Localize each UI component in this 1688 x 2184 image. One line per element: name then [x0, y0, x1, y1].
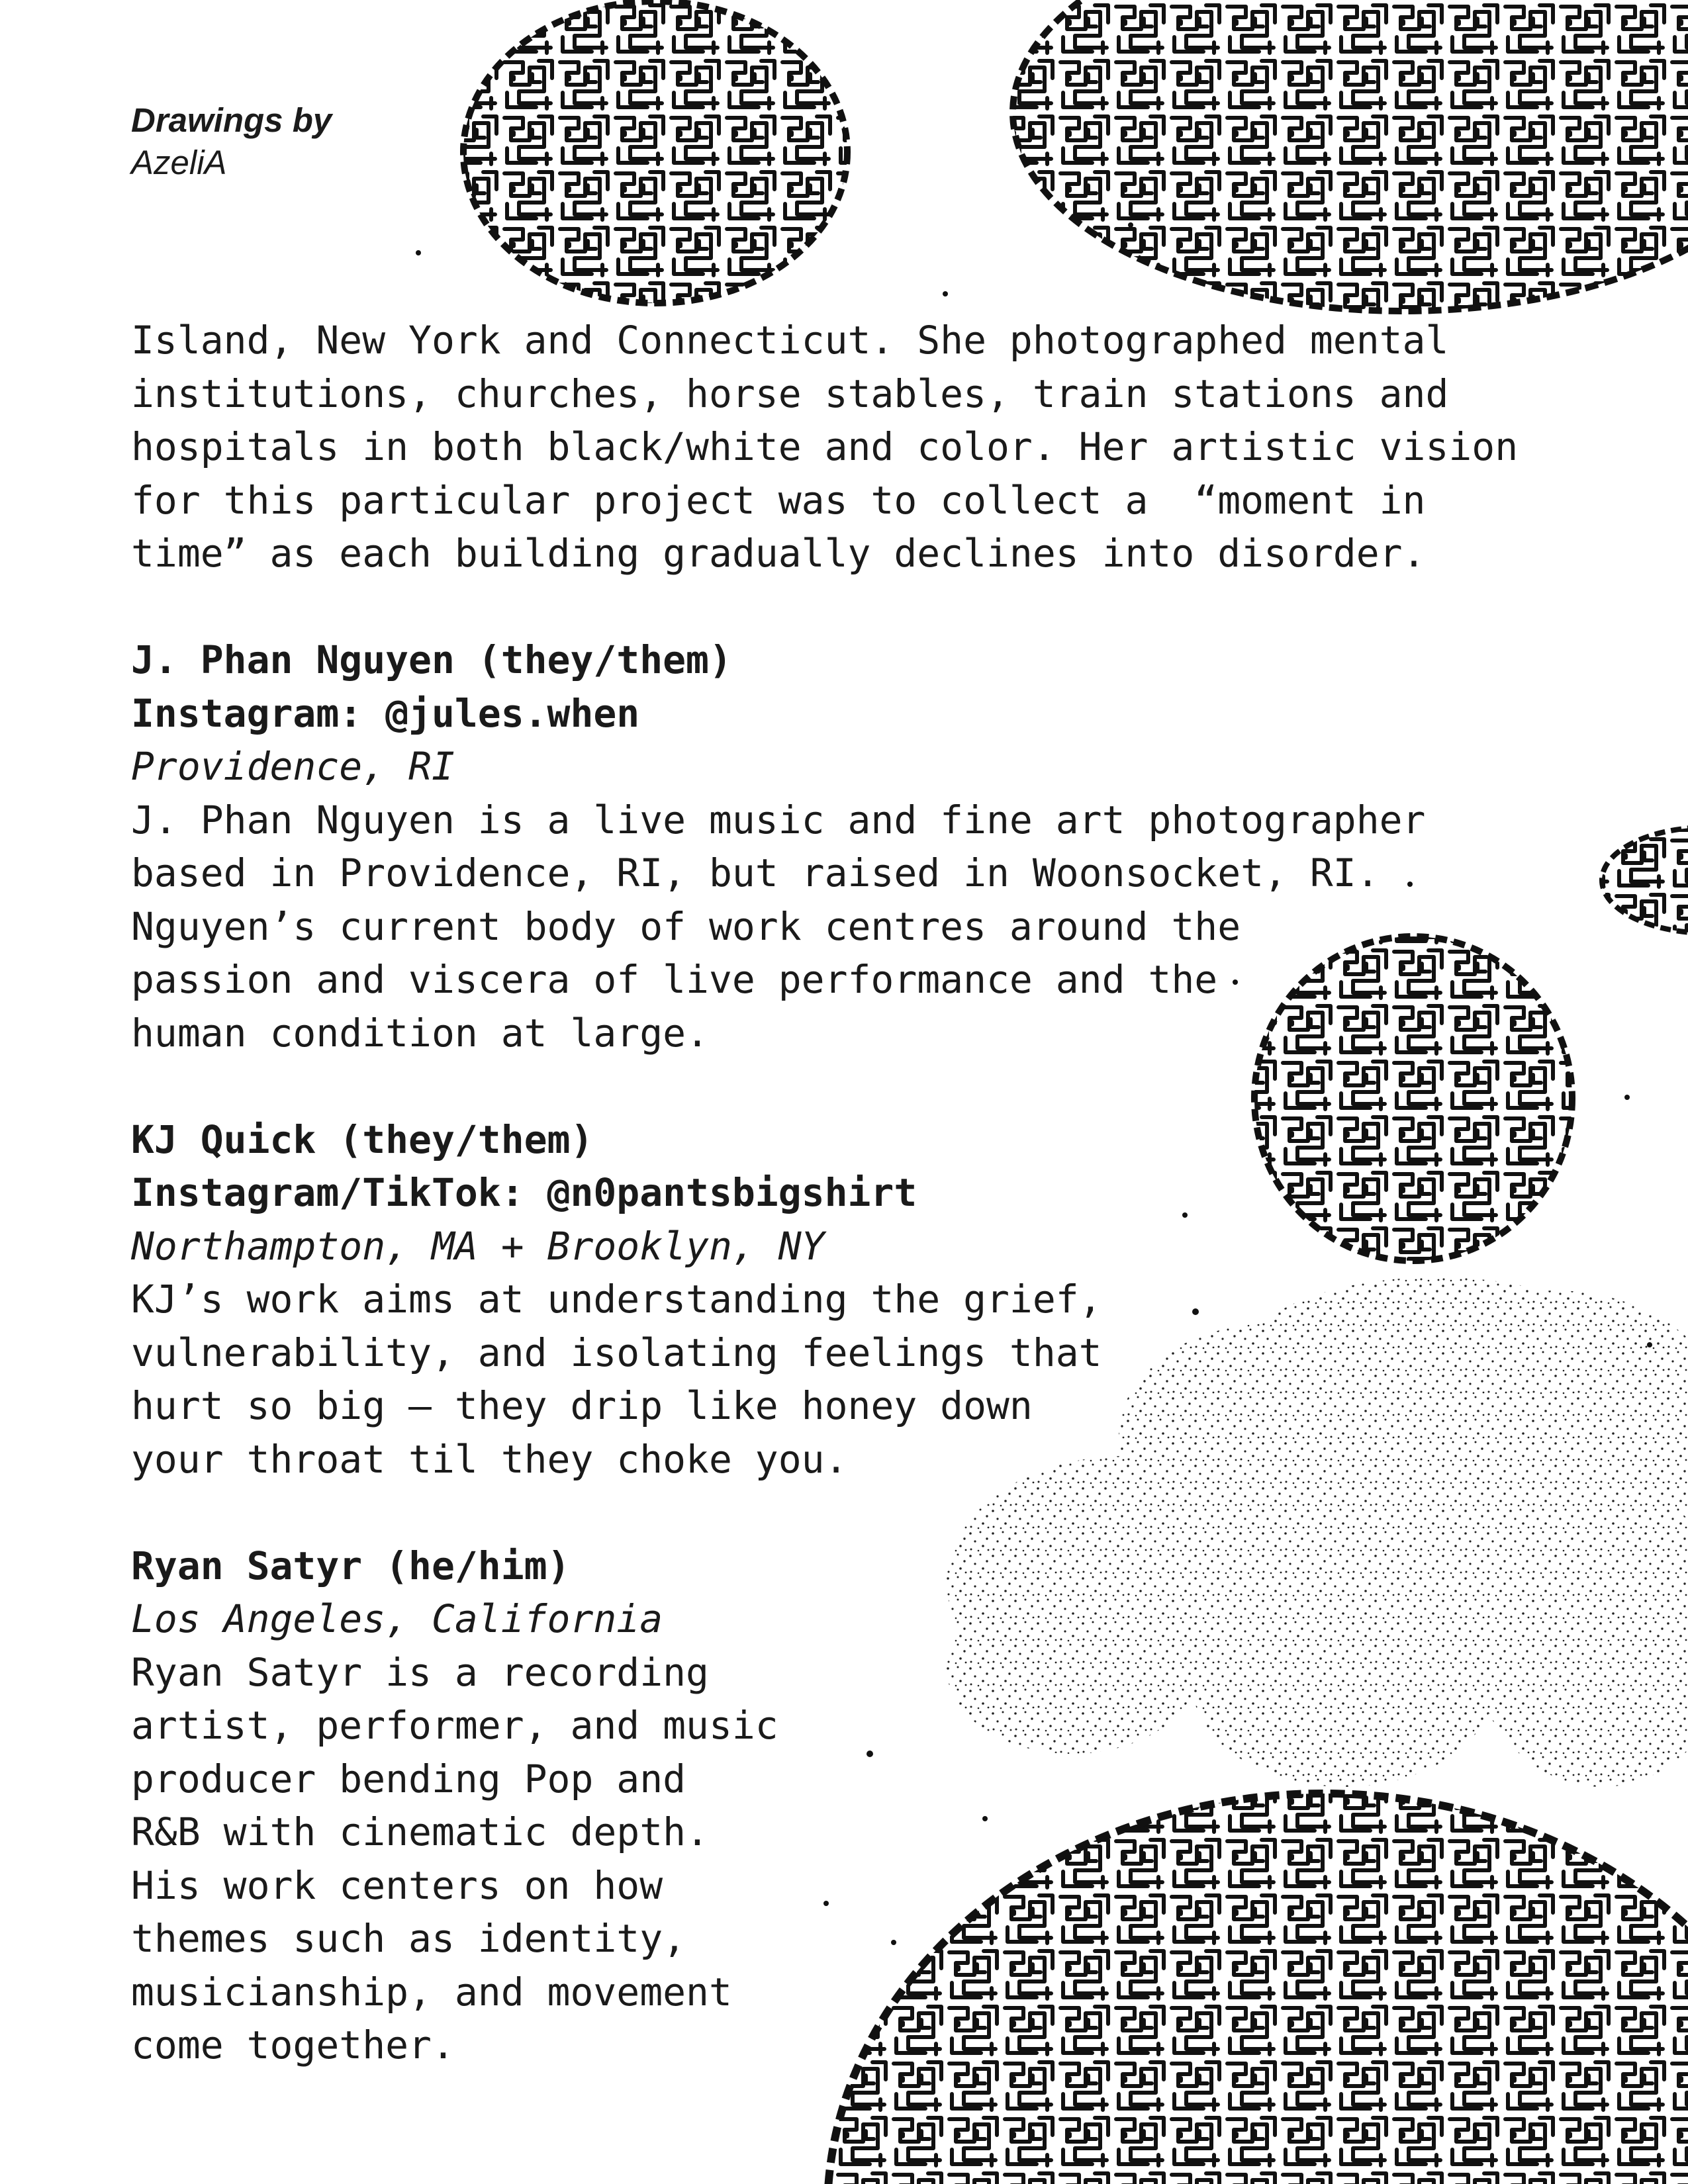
intro-line: institutions, churches, horse stables, train stations and — [131, 371, 1449, 416]
maze-circle-edge — [1602, 827, 1688, 933]
bio-text-line: passion and viscera of live performance and the — [131, 957, 1218, 1002]
bio-text-line: hurt so big — they drip like honey down — [131, 1383, 1033, 1428]
intro-line: time” as each building gradually declines into disorder. — [131, 531, 1426, 576]
maze-circle-top-left — [463, 1, 847, 303]
bio-location: Northampton, MA + Brooklyn, NY — [131, 1223, 825, 1269]
bio-name: KJ Quick (they/them) — [131, 1116, 594, 1162]
bio-text-line: producer bending Pop and — [131, 1756, 686, 1801]
bio-j-phan-nguyen — [131, 633, 1587, 1060]
bio-handle: Instagram: @jules.when — [131, 690, 640, 736]
bio-kj-quick — [131, 1113, 1587, 1486]
intro-line: for this particular project was to collect a “moment in — [131, 477, 1426, 523]
bio-text-line: themes such as identity, — [131, 1916, 686, 1961]
bio-text-line: J. Phan Nguyen is a live music and fine art photographer — [131, 797, 1426, 842]
bio-text-line: Ryan Satyr is a recording — [131, 1649, 709, 1695]
bio-text-line: His work centers on how — [131, 1862, 663, 1908]
drawings-credit-artist: AzeliA — [131, 144, 227, 181]
bio-text-line: Nguyen’s current body of work centres around the — [131, 903, 1241, 949]
drawings-credit-title: Drawings by — [131, 101, 332, 139]
bio-text-line: KJ’s work aims at understanding the grief, — [131, 1277, 1102, 1322]
bio-text-line: R&B with cinematic depth. — [131, 1809, 709, 1854]
maze-circle-top-right — [1013, 0, 1688, 311]
bio-location: Providence, RI — [131, 744, 455, 789]
bio-text-line: based in Providence, RI, but raised in Woonsocket, RI. — [131, 850, 1380, 895]
intro-paragraph — [131, 314, 1587, 580]
bio-handle: Instagram/TikTok: @n0pantsbigshirt — [131, 1170, 917, 1215]
bio-text-line: your throat til they choke you. — [131, 1436, 848, 1482]
bio-location: Los Angeles, California — [131, 1596, 663, 1641]
drawings-credit — [131, 99, 332, 184]
bio-name: Ryan Satyr (he/him) — [131, 1543, 571, 1588]
article-content — [131, 314, 1587, 2072]
bio-text-line: vulnerability, and isolating feelings that — [131, 1330, 1102, 1375]
intro-line: Island, New York and Connecticut. She photographed mental — [131, 318, 1449, 363]
bio-name: J. Phan Nguyen (they/them) — [131, 637, 732, 682]
bio-text-line: artist, performer, and music — [131, 1703, 778, 1748]
bio-text-line: come together. — [131, 2023, 455, 2068]
bio-text-line: human condition at large. — [131, 1010, 709, 1056]
bio-ryan-satyr — [131, 1539, 1587, 2072]
bio-text-line: musicianship, and movement — [131, 1969, 732, 2015]
intro-line: hospitals in both black/white and color. Her artistic vision — [131, 424, 1519, 469]
